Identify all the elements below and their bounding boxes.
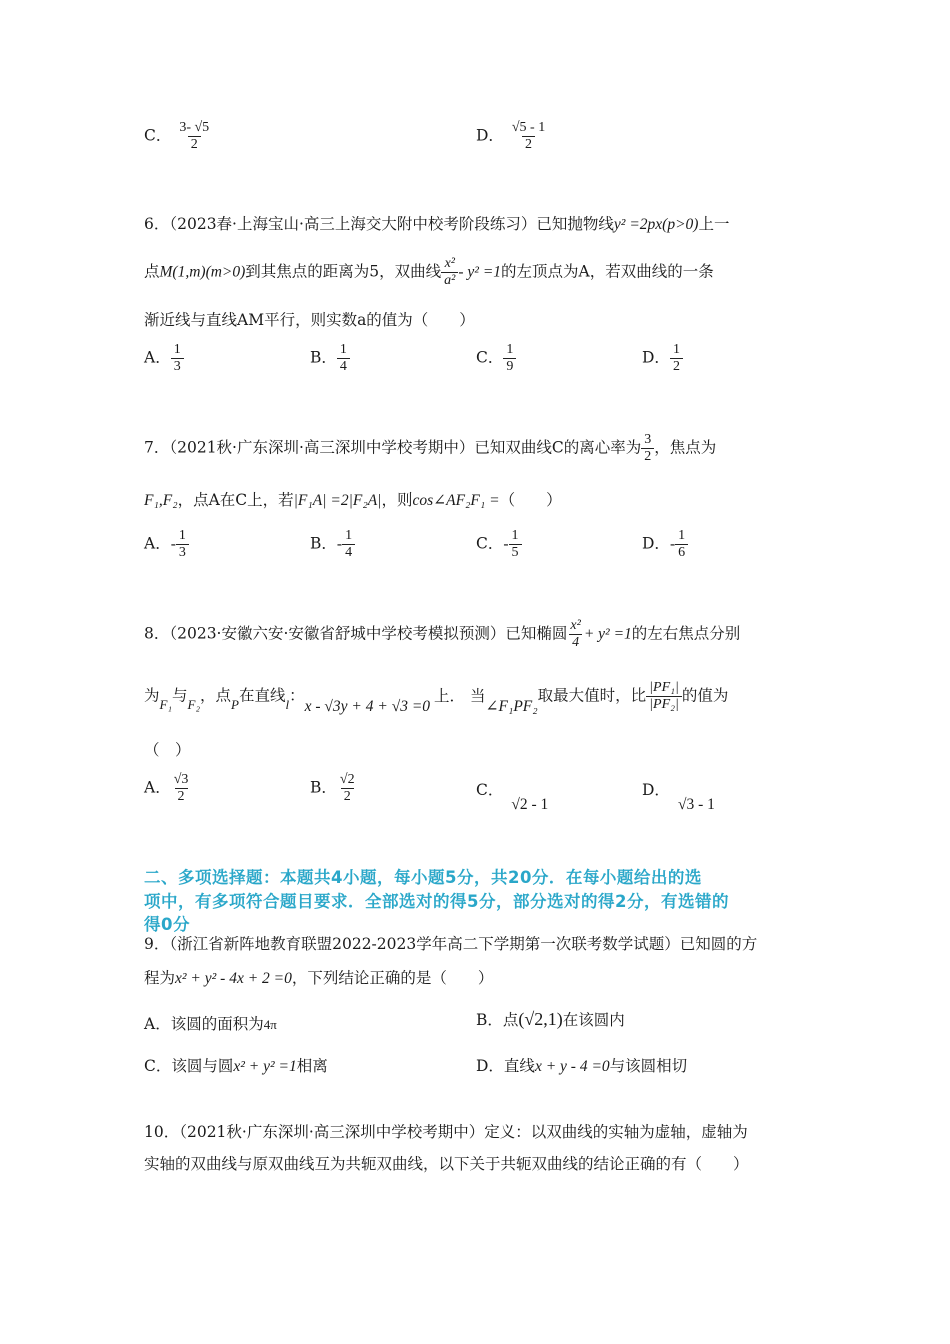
fraction-num: √5 - 1: [511, 120, 546, 135]
focus-f2: F₂: [187, 696, 200, 712]
option-eq: x² + y² =1: [233, 1058, 297, 1075]
option-label: D．: [642, 534, 670, 553]
fraction: [337, 342, 350, 375]
q6-option-a[interactable]: [144, 342, 184, 375]
minus-sign: -: [669, 535, 676, 553]
option-text: B．点: [476, 1011, 519, 1029]
option-text: C．该圆与圆: [144, 1057, 234, 1075]
foci: F₁,F₂: [144, 492, 178, 509]
fraction-den: 5: [509, 544, 522, 561]
minus-sign: -: [170, 535, 176, 553]
q6-line2: [144, 256, 714, 289]
fraction-num: 1: [672, 342, 680, 357]
section2-heading-line2: 项中，有多项符合题目要求．全部选对的得5分，部分选对的得2分，有选错的: [144, 892, 729, 911]
fraction-den: 3: [176, 544, 189, 561]
fraction: [509, 528, 522, 561]
fraction: [171, 342, 184, 375]
fraction-den: 4: [569, 634, 582, 651]
q7-line1: [144, 432, 716, 465]
option-label: A．: [144, 348, 171, 367]
fraction: [176, 120, 212, 153]
option-label: A．: [144, 778, 171, 797]
fraction: [670, 342, 683, 375]
q8-line1: [144, 618, 740, 651]
q6-text-end: 上一: [698, 215, 730, 233]
fraction: [176, 528, 189, 561]
q9-option-c[interactable]: [144, 1054, 328, 1076]
fraction: [509, 120, 548, 153]
fraction-den: 2: [341, 788, 354, 805]
q7-text: ，则: [381, 491, 413, 509]
fraction-den: 2: [522, 136, 535, 153]
circle-eq: x² + y² - 4x + 2 =0: [175, 970, 292, 987]
q7-option-b[interactable]: [310, 528, 355, 561]
q6-line1: [144, 212, 729, 234]
angle-expr: ∠F₁PF₂: [485, 697, 538, 715]
fraction-den: a²: [441, 272, 458, 289]
option-point: (√2,1): [518, 1009, 563, 1029]
q6-text: 6．（2023春·上海宝山·高三上海交大附中校考阶段练习）已知抛物线: [144, 215, 614, 233]
fraction-num: √2: [339, 772, 355, 787]
q8-option-a[interactable]: [144, 772, 191, 805]
option-label: B．: [310, 778, 337, 797]
q8-option-b[interactable]: [310, 772, 358, 805]
q6-text: 的左顶点为A，若双曲线的一条: [501, 262, 714, 281]
option-label: D．: [476, 126, 504, 145]
q8-option-d[interactable]: [642, 781, 715, 813]
option-label: C．: [476, 781, 504, 799]
focus-f1: F₁: [159, 696, 172, 712]
q8-text: ，点: [199, 686, 231, 705]
q9-option-b[interactable]: [476, 1008, 625, 1030]
q7-option-a[interactable]: [144, 528, 189, 561]
parabola-eq: y² =2px(p>0): [613, 216, 699, 233]
q6-line3: 渐近线与直线AM平行，则实数a的值为（ ）: [144, 311, 475, 329]
q8-text: 在直线: [238, 686, 286, 705]
q7-option-c[interactable]: [476, 528, 522, 561]
q8-text-end: 的左右焦点分别: [631, 624, 741, 643]
option-label: D．: [642, 348, 670, 367]
q7-text: 7．（2021秋·广东深圳·高三深圳中学校考期中）已知双曲线C的离心率为: [144, 438, 642, 457]
fraction-den: 4: [337, 358, 350, 375]
option-expr: √3 - 1: [677, 796, 715, 813]
q8-text: ：: [289, 686, 305, 705]
q9-option-a[interactable]: [144, 1012, 277, 1034]
q7-text: （ ）: [499, 491, 562, 509]
q8-text: 为: [144, 686, 160, 705]
q6-text: 到其焦点的距离为5，双曲线: [245, 262, 442, 281]
q7-text-end: ，焦点为: [654, 438, 717, 457]
ratio-fraction: [646, 680, 682, 713]
fraction: [171, 772, 192, 805]
q9-line2: [144, 966, 493, 988]
fraction-num: 3: [644, 432, 652, 447]
fraction: [342, 528, 355, 561]
fraction-num: 1: [178, 528, 186, 543]
q7-line2: [144, 488, 562, 510]
fraction-num: 1: [345, 528, 353, 543]
fraction-num: 1: [339, 342, 347, 357]
fraction-num: |PF₁|: [649, 680, 679, 695]
q6-text: 点: [144, 262, 160, 281]
hyperbola-rest: - y² =1: [458, 263, 502, 281]
q5-option-c[interactable]: [144, 120, 212, 153]
option-label: A．: [144, 534, 171, 553]
q6-option-c[interactable]: [476, 342, 516, 375]
fraction-den: 2: [670, 358, 683, 375]
q8-text: 与: [171, 686, 188, 705]
fraction-num: x²: [570, 618, 581, 633]
fraction: [675, 528, 688, 561]
q8-text: 取最大值时，比: [537, 686, 647, 705]
fraction: [503, 342, 516, 375]
section2-heading-line3: 得0分: [144, 915, 190, 934]
fraction-den: 4: [342, 544, 355, 561]
q10-line1: 10．（2021秋·广东深圳·高三深圳中学校考期中）定义：以双曲线的实轴为虚轴，虚轴为: [144, 1123, 748, 1141]
fraction-den: 2: [175, 788, 188, 805]
minus-sign: -: [336, 535, 343, 553]
minus-sign: -: [503, 535, 509, 553]
option-text: D．直线: [476, 1057, 535, 1075]
q6-option-b[interactable]: [310, 342, 350, 375]
q7-option-d[interactable]: [642, 528, 688, 561]
fraction-den: |PF₂|: [646, 696, 682, 713]
hyperbola-fraction: [441, 256, 458, 289]
eccentricity-fraction: [641, 432, 654, 465]
fraction-den: 2: [641, 448, 654, 465]
q7-text: ，点A在C上，若: [177, 491, 294, 509]
option-expr: √2 - 1: [511, 796, 549, 813]
option-text-end: 相离: [296, 1057, 328, 1075]
ellipse-rest: + y² =1: [583, 625, 632, 643]
fraction-num: 1: [173, 342, 181, 357]
option-label: B．: [310, 534, 337, 553]
option-label: C．: [144, 126, 172, 145]
line-l: l: [285, 696, 290, 712]
option-label: C．: [476, 534, 504, 553]
q8-text: 8．（2023·安徽六安·安徽省舒城中学校考模拟预测）已知椭圆: [144, 624, 568, 643]
point-m: M(1,m)(m>0): [159, 263, 246, 281]
q9-line1: 9．（浙江省新阵地教育联盟2022-2023学年高二下学期第一次联考数学试题）已知圆的方: [144, 935, 758, 953]
fraction-num: 1: [678, 528, 686, 543]
option-text-end: 与该圆相切: [609, 1057, 688, 1075]
option-eq: x + y - 4 =0: [534, 1058, 610, 1075]
fraction-den: 6: [675, 544, 688, 561]
q8-text: 的值为: [681, 686, 729, 705]
q8-paren: （ ）: [144, 741, 191, 759]
option-text-end: 在该圆内: [562, 1011, 625, 1029]
fraction-num: 1: [511, 528, 519, 543]
section2-heading-line1: 二、多项选择题：本题共4小题，每小题5分，共20分．在每小题给出的选: [144, 868, 702, 887]
line-eq: x - √3y + 4 + √3 =0: [304, 697, 431, 715]
option-text: A．该圆的面积为: [144, 1015, 264, 1033]
fraction-num: √3: [173, 772, 189, 787]
fraction-den: 3: [171, 358, 184, 375]
q9-text: 程为: [144, 969, 176, 987]
fraction-den: 9: [503, 358, 516, 375]
option-value: 4π: [263, 1017, 277, 1032]
fraction-num: 3- √5: [179, 120, 210, 135]
ellipse-fraction: [567, 618, 583, 651]
q8-option-c[interactable]: [476, 781, 549, 813]
q8-line2: [144, 680, 728, 713]
condition-eq: |F₁A| =2|F₂A|: [293, 492, 382, 509]
fraction-den: 2: [188, 136, 201, 153]
fraction-num: x²: [444, 256, 455, 271]
q9-text: ，下列结论正确的是（ ）: [291, 969, 494, 987]
fraction-num: 1: [506, 342, 514, 357]
option-label: D．: [642, 781, 670, 799]
option-label: C．: [476, 348, 504, 367]
q8-text: 上． 当: [434, 686, 486, 705]
fraction: [337, 772, 358, 805]
q10-line2: 实轴的双曲线与原双曲线互为共轭双曲线，以下关于共轭双曲线的结论正确的有（ ）: [144, 1155, 749, 1173]
q6-option-d[interactable]: [642, 342, 683, 375]
q9-option-d[interactable]: [476, 1054, 687, 1076]
q5-option-d[interactable]: [476, 120, 548, 153]
cos-expr: cos∠AF₂F₁ =: [412, 492, 500, 509]
point-p: P: [230, 696, 239, 712]
option-label: B．: [310, 348, 337, 367]
